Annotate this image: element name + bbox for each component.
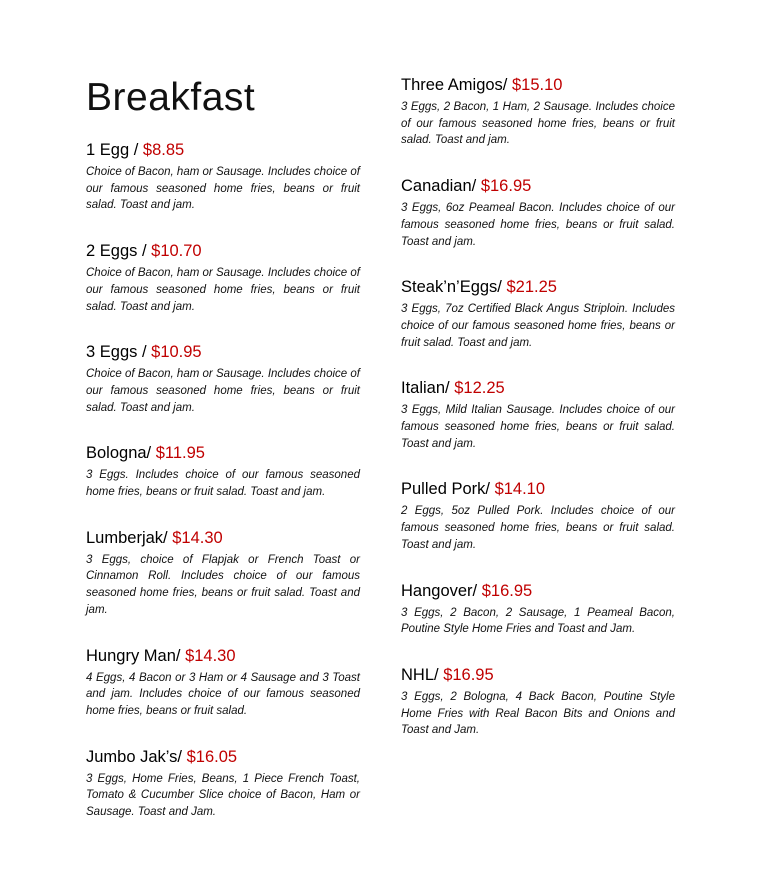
menu-item-price: $14.30 bbox=[172, 528, 223, 547]
menu-item-price: $15.10 bbox=[511, 76, 563, 94]
menu-item bbox=[401, 581, 675, 638]
menu-item-name: Canadian/ bbox=[401, 177, 477, 196]
menu-item-heading bbox=[401, 581, 675, 602]
menu-item-name: 2 Eggs / bbox=[86, 242, 147, 261]
menu-item-description: 3 Eggs, 2 Bologna, 4 Back Bacon, Poutine Style Home Fries with Real Bacon Bits and Onions and Toast and Jam. bbox=[401, 690, 675, 737]
menu-item bbox=[401, 479, 675, 553]
menu-item-heading bbox=[86, 528, 360, 549]
menu-item bbox=[401, 665, 675, 739]
menu-item-name: NHL/ bbox=[401, 665, 439, 684]
menu-item-name: Hangover/ bbox=[401, 581, 478, 600]
menu-item-price: $16.95 bbox=[480, 177, 532, 196]
menu-item-name: Bologna/ bbox=[86, 444, 152, 463]
menu-item-price: $10.95 bbox=[151, 343, 202, 362]
menu-item-heading bbox=[86, 342, 360, 363]
menu-item bbox=[401, 378, 675, 452]
menu-item-description: 3 Eggs. Includes choice of our famous seasoned home fries, beans or fruit salad. Toast and jam. bbox=[86, 469, 360, 499]
menu-item-heading bbox=[86, 747, 360, 768]
menu-item-price: $21.25 bbox=[506, 278, 557, 297]
menu-item-name: 1 Egg / bbox=[86, 141, 139, 159]
menu-item bbox=[86, 241, 360, 315]
menu-item bbox=[86, 342, 360, 416]
menu-item-heading bbox=[86, 443, 360, 464]
menu-item bbox=[401, 176, 675, 250]
menu-item bbox=[86, 140, 360, 214]
menu-item-description: 3 Eggs, 6oz Peameal Bacon. Includes choice of our famous seasoned home fries, beans or fruit salad. Toast and jam. bbox=[401, 202, 675, 248]
menu-item-name: Jumbo Jak’s/ bbox=[86, 747, 182, 766]
page-title: Breakfast bbox=[86, 76, 256, 119]
menu-item-heading bbox=[401, 176, 675, 197]
menu-item-price: $14.30 bbox=[185, 646, 236, 665]
menu-item-name: 3 Eggs / bbox=[86, 343, 147, 362]
menu-item-description: 3 Eggs, Mild Italian Sausage. Includes choice of our famous seasoned home fries, beans or fruit salad. Toast and jam. bbox=[401, 404, 675, 450]
menu-item-name: Pulled Pork/ bbox=[401, 480, 490, 499]
menu-item-description: Choice of Bacon, ham or Sausage. Includes choice of our famous seasoned home fries, beans or fruit salad. Toast and jam. bbox=[86, 267, 360, 313]
menu-item-price: $8.85 bbox=[142, 141, 185, 159]
menu-item bbox=[401, 277, 675, 351]
menu-item-description: 3 Eggs, Home Fries, Beans, 1 Piece French Toast, Tomato & Cucumber Slice choice of Bacon, Ham or Sausage. Toast and Jam. bbox=[86, 772, 360, 819]
menu-item-heading bbox=[401, 665, 675, 686]
menu-item-description: 3 Eggs, 7oz Certified Black Angus Striploin. Includes choice of our famous seasoned home fries, beans or fruit salad. Toast and jam. bbox=[401, 303, 675, 349]
menu-item-price: $10.70 bbox=[151, 242, 202, 261]
menu-item-price: $14.10 bbox=[494, 480, 546, 499]
menu-item-price: $12.25 bbox=[454, 379, 505, 398]
menu-item-heading bbox=[86, 646, 360, 667]
menu-item-name: Hungry Man/ bbox=[86, 646, 181, 665]
menu-item-description: 4 Eggs, 4 Bacon or 3 Ham or 4 Sausage and 3 Toast and jam. Includes choice of our famous seasoned home fries, beans or fruit salad. bbox=[86, 671, 360, 717]
menu-item-description: 3 Eggs, 2 Bacon, 1 Ham, 2 Sausage. Includes choice of our famous seasoned home fries, beans or fruit salad. Toast and jam. bbox=[401, 101, 675, 147]
menu-item bbox=[86, 443, 360, 500]
menu-item-heading bbox=[401, 378, 675, 399]
menu-item-name: Lumberjak/ bbox=[86, 528, 168, 547]
menu-item-price: $16.95 bbox=[481, 581, 533, 600]
menu-item-description: Choice of Bacon, ham or Sausage. Includes choice of our famous seasoned home fries, beans or fruit salad. Toast and jam. bbox=[86, 166, 360, 212]
menu-item-description: 3 Eggs, 2 Bacon, 2 Sausage, 1 Peameal Bacon, Poutine Style Home Fries and Toast and Jam. bbox=[401, 606, 675, 636]
menu-item-description: 3 Eggs, choice of Flapjak or French Toast or Cinnamon Roll. Includes choice of our famous seasoned home fries, beans or fruit salad. Toast and jam. bbox=[86, 553, 360, 616]
menu-item-price: $16.05 bbox=[186, 747, 238, 766]
menu-item-description: Choice of Bacon, ham or Sausage. Includes choice of our famous seasoned home fries, beans or fruit salad. Toast and jam. bbox=[86, 368, 360, 414]
menu-item-heading bbox=[401, 277, 675, 298]
menu-item-heading bbox=[401, 479, 675, 500]
menu-item bbox=[86, 528, 360, 619]
menu-item-name: Steak’n’Eggs/ bbox=[401, 278, 502, 297]
menu-item-heading bbox=[86, 241, 360, 262]
menu-item-description: 2 Eggs, 5oz Pulled Pork. Includes choice of our famous seasoned home fries, beans or fruit salad. Toast and jam. bbox=[401, 505, 675, 551]
menu-item-heading bbox=[86, 140, 360, 161]
menu-item-price: $16.95 bbox=[443, 665, 494, 684]
menu-item-heading bbox=[401, 75, 675, 96]
menu-item-name: Italian/ bbox=[401, 379, 450, 398]
menu-item-price: $11.95 bbox=[155, 444, 205, 463]
menu-column-left bbox=[86, 140, 360, 821]
menu-item bbox=[401, 75, 675, 149]
menu-item-name: Three Amigos/ bbox=[401, 76, 508, 94]
menu-item bbox=[86, 747, 360, 821]
menu-item bbox=[86, 646, 360, 720]
menu-column-right bbox=[401, 75, 675, 739]
